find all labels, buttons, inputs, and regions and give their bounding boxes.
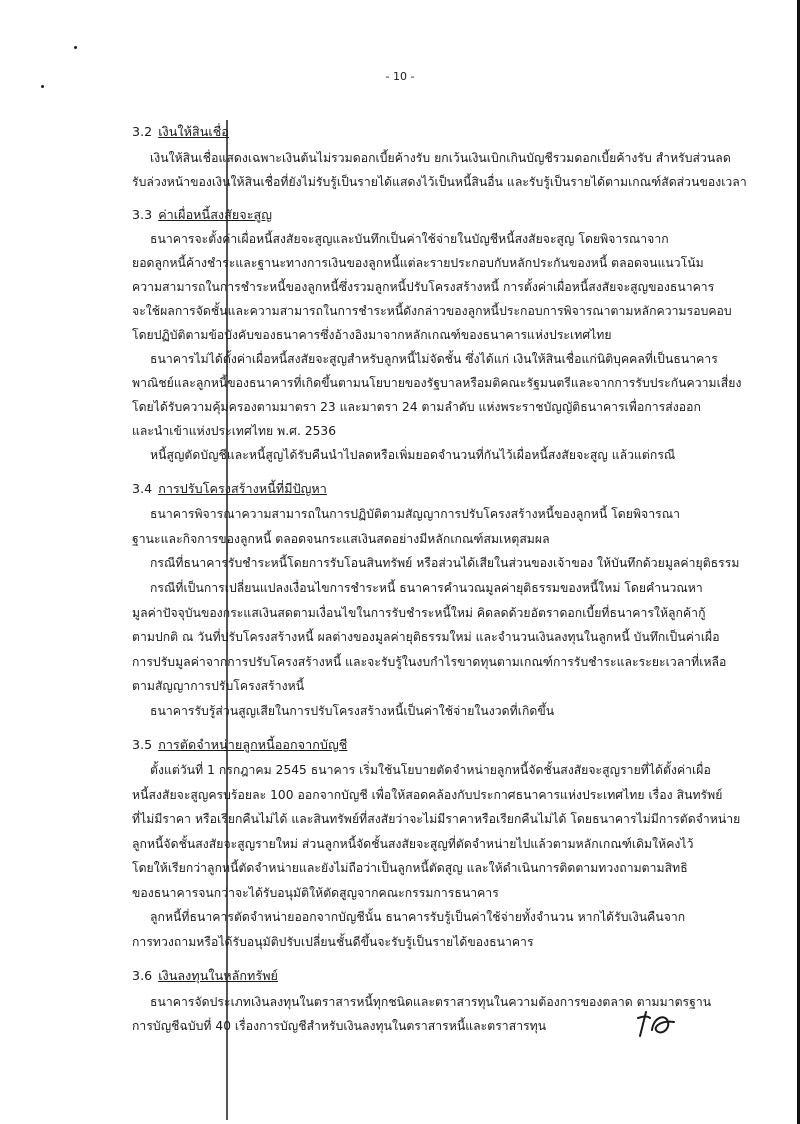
section-heading-3-6 — [132, 968, 278, 984]
section-heading-3-5 — [132, 737, 347, 753]
section-number: 3.6 — [132, 968, 153, 983]
section-number: 3.2 — [132, 124, 153, 139]
body-line: โดยปฏิบัติตามข้อบังคับของธนาคารซึ่งอ้างอิงมาจากหลักเกณฑ์ของธนาคารแห่งประเทศไทย — [132, 328, 612, 342]
initials-signature — [636, 1006, 680, 1042]
body-line: และนำเข้าแห่งประเทศไทย พ.ศ. 2536 — [132, 424, 337, 438]
body-line: ลูกหนี้ที่ธนาคารตัดจำหน่ายออกจากบัญชีนั้น ธนาคารรับรู้เป็นค่าใช้จ่ายทั้งจำนวน หากได้รับเงินคืนจาก — [150, 910, 686, 924]
body-line: ธนาคารจะตั้งค่าเผื่อหนี้สงสัยจะสูญและบันทึกเป็นค่าใช้จ่ายในบัญชีหนี้สงสัยจะสูญ โดยพิจารณาจาก — [150, 232, 669, 246]
body-line: ที่ไม่มีราคา หรือเรียกคืนไม่ได้ และสินทรัพย์ที่สงสัยว่าจะไม่มีราคาหรือเรียกคืนไม่ได้ โดยธนาคารไม่มีการตัดจำหน่าย — [132, 812, 741, 826]
section-heading-3-2 — [132, 124, 229, 140]
body-line: เงินให้สินเชื่อแสดงเฉพาะเงินต้นไม่รวมดอกเบี้ยค้างรับ ยกเว้นเงินเบิกเกินบัญชีรวมดอกเบี้ยค้างรับ สำหรับส่วนลด — [150, 151, 731, 165]
body-line: ลูกหนี้จัดชั้นสงสัยจะสูญรายใหม่ ส่วนลูกหนี้จัดชั้นสงสัยจะสูญที่ตัดจำหน่ายไปแล้วตามหลักเกณฑ์เดิมให้คงไว้ — [132, 837, 694, 851]
body-line: ฐานะและกิจการของลูกหนี้ ตลอดจนกระแสเงินสดอย่างมีหลักเกณฑ์สมเหตุสมผล — [132, 532, 550, 546]
body-line: ตั้งแต่วันที่ 1 กรกฎาคม 2545 ธนาคาร เริ่มใช้นโยบายตัดจำหน่ายลูกหนี้จัดชั้นสงสัยจะสูญรายที่ได้ตั้งค่าเผื่อ — [150, 763, 711, 777]
section-title: การปรับโครงสร้างหนี้ที่มีปัญหา — [158, 481, 327, 496]
body-line: กรณีที่ธนาคารรับชำระหนี้โดยการรับโอนสินทรัพย์ หรือส่วนได้เสียในส่วนของเจ้าของ ให้บันทึกด้วยมูลค่ายุติธรรม — [150, 556, 740, 570]
body-line: รับล่วงหน้าของเงินให้สินเชื่อที่ยังไม่รับรู้เป็นรายได้แสดงไว้เป็นหนี้สินอื่น และรับรู้เป็นรายได้ตามเกณฑ์สัดส่วนของเวลา — [132, 175, 747, 189]
section-title: การตัดจำหน่ายลูกหนี้ออกจากบัญชี — [158, 737, 348, 752]
scan-speck — [74, 46, 77, 49]
body-line: ธนาคารจัดประเภทเงินลงทุนในตราสารหนี้ทุกชนิดและตราสารทุนในความต้องการของตลาด ตามมาตรฐาน — [150, 995, 712, 1009]
section-heading-3-4 — [132, 481, 327, 497]
body-line: พาณิชย์และลูกหนี้ของธนาคารที่เกิดขึ้นตามนโยบายของรัฐบาลหรือมติคณะรัฐมนตรีและจากการรับประกันความเสี่ยง — [132, 376, 742, 390]
body-line: มูลค่าปัจจุบันของกระแสเงินสดตามเงื่อนไขในการรับชำระหนี้ใหม่ คิดลดด้วยอัตราดอกเบี้ยที่ธนาคารให้ลูกค้ากู้ — [132, 606, 706, 620]
body-line: ธนาคารพิจารณาความสามารถในการปฏิบัติตามสัญญาการปรับโครงสร้างหนี้ของลูกหนี้ โดยพิจารณา — [150, 507, 680, 521]
section-number: 3.4 — [132, 481, 153, 496]
body-line: โดยให้เรียกว่าลูกหนี้ตัดจำหน่ายและยังไม่ถือว่าเป็นลูกหนี้ตัดสูญ และให้ดำเนินการติดตามทวงถามตามสิทธิ — [132, 861, 688, 875]
body-line: การบัญชีฉบับที่ 40 เรื่องการบัญชีสำหรับเงินลงทุนในตราสารหนี้และตราสารทุน — [132, 1019, 547, 1033]
body-line: ยอดลูกหนี้ค้างชำระและฐานะทางการเงินของลูกหนี้แต่ละรายประกอบกับหลักประกันของหนี้ ตลอดจนแนวโน้ม — [132, 256, 704, 270]
section-number: 3.3 — [132, 207, 153, 222]
body-line: กรณีที่เป็นการเปลี่ยนแปลงเงื่อนไขการชำระหนี้ ธนาคารคำนวณมูลค่ายุติธรรมของหนี้ใหม่ โดยคำนวณหา — [150, 581, 703, 595]
body-line: ธนาคารรับรู้ส่วนสูญเสียในการปรับโครงสร้างหนี้เป็นค่าใช้จ่ายในงวดที่เกิดขึ้น — [150, 704, 555, 718]
section-title: ค่าเผื่อหนี้สงสัยจะสูญ — [158, 207, 273, 222]
body-line: การทวงถามหรือได้รับอนุมัติปรับเปลี่ยนชั้นดีขึ้นจะรับรู้เป็นรายได้ของธนาคาร — [132, 935, 534, 949]
body-line: หนี้สงสัยจะสูญครบร้อยละ 100 ออกจากบัญชี เพื่อให้สอดคล้องกับประกาศธนาคารแห่งประเทศไทย เรื่อง สินทรัพย์ — [132, 788, 723, 802]
body-line: โดยได้รับความคุ้มครองตามมาตรา 23 และมาตรา 24 ตามลำดับ แห่งพระราชบัญญัติธนาคารเพื่อการส่งออก — [132, 400, 701, 414]
body-line: ธนาคารไม่ได้ตั้งค่าเผื่อหนี้สงสัยจะสูญสำหรับลูกหนี้ไม่จัดชั้น ซึ่งได้แก่ เงินให้สินเชื่อแก่นิติบุคคลที่เป็นธนาคาร — [150, 352, 718, 366]
body-line: การปรับมูลค่าจากการปรับโครงสร้างหนี้ และจะรับรู้ในงบกำไรขาดทุนตามเกณฑ์การรับชำระและระยะเวลาที่เหลือ — [132, 655, 727, 669]
section-title: เงินให้สินเชื่อ — [158, 124, 229, 139]
section-heading-3-3 — [132, 207, 272, 223]
section-title: เงินลงทุนในหลักทรัพย์ — [158, 968, 278, 983]
body-line: หนี้สูญตัดบัญชีและหนี้สูญได้รับคืนนำไปลดหรือเพิ่มยอดจำนวนที่กันไว้เผื่อหนี้สงสัยจะสูญ แล้วแต่กรณี — [150, 448, 676, 462]
body-line: ตามปกติ ณ วันที่ปรับโครงสร้างหนี้ ผลต่างของมูลค่ายุติธรรมใหม่ และจำนวนเงินลงทุนในลูกหนี้ บันทึกเป็นค่าเผื่อ — [132, 630, 720, 644]
body-line: ตามสัญญาการปรับโครงสร้างหนี้ — [132, 679, 305, 693]
body-line: ความสามารถในการชำระหนี้ของลูกหนี้ซึ่งรวมลูกหนี้ปรับโครงสร้างหนี้ การตั้งค่าเผื่อหนี้สงสัยจะสูญของธนาคาร — [132, 280, 715, 294]
scan-speck — [41, 85, 44, 88]
page-number: - 10 - — [385, 70, 415, 83]
body-line: จะใช้ผลการจัดชั้นและความสามารถในการชำระหนี้ดังกล่าวของลูกหนี้ประกอบการพิจารณาตามหลักความรอบคอบ — [132, 304, 732, 318]
section-number: 3.5 — [132, 737, 153, 752]
body-line: ของธนาคารจนกว่าจะได้รับอนุมัติให้ตัดสูญจากคณะกรรมการธนาคาร — [132, 886, 499, 900]
